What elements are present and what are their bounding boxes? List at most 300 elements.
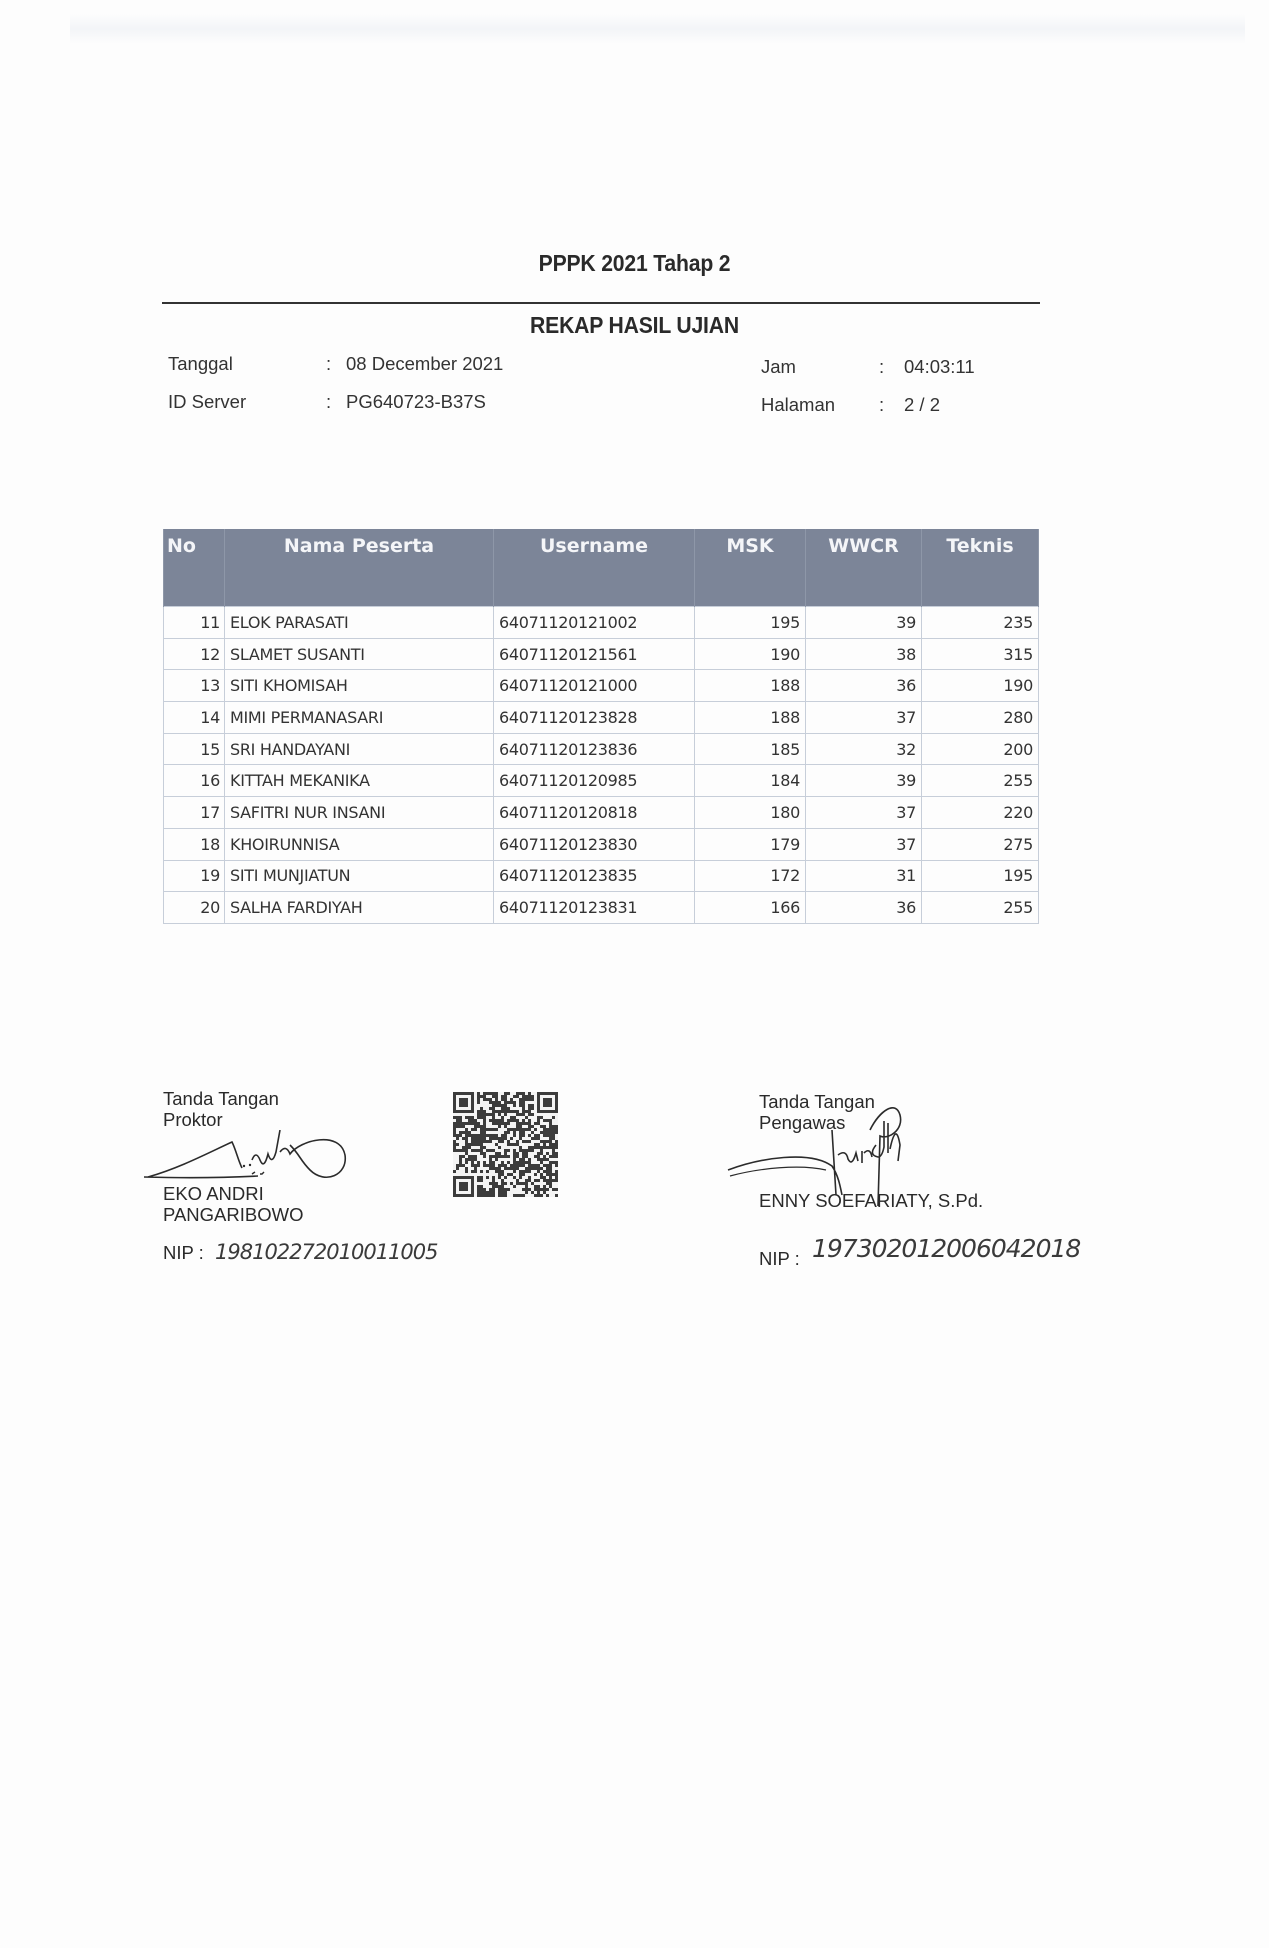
qr-module bbox=[495, 1119, 498, 1122]
qr-module bbox=[477, 1110, 480, 1113]
qr-module bbox=[525, 1155, 528, 1158]
qr-module bbox=[531, 1137, 534, 1140]
cell-username: 64071120123828 bbox=[494, 702, 695, 734]
pengawas-name: ENNY SOEFARIATY, S.Pd. bbox=[759, 1190, 984, 1211]
qr-module bbox=[528, 1128, 531, 1131]
qr-module bbox=[537, 1146, 540, 1149]
qr-module bbox=[492, 1155, 495, 1158]
cell-msk: 188 bbox=[695, 702, 806, 734]
qr-module bbox=[501, 1185, 504, 1188]
qr-module bbox=[483, 1128, 486, 1131]
qr-module bbox=[495, 1182, 498, 1185]
qr-module bbox=[510, 1101, 513, 1104]
qr-module bbox=[549, 1164, 552, 1167]
qr-module bbox=[519, 1182, 522, 1185]
qr-module bbox=[525, 1161, 528, 1164]
qr-module bbox=[522, 1095, 525, 1098]
cell-teknis: 315 bbox=[922, 638, 1039, 670]
qr-module bbox=[483, 1116, 486, 1119]
qr-module bbox=[531, 1107, 534, 1110]
cell-username: 64071120121561 bbox=[494, 638, 695, 670]
qr-module bbox=[480, 1113, 483, 1116]
qr-module bbox=[540, 1194, 543, 1197]
qr-module bbox=[501, 1110, 504, 1113]
qr-module bbox=[531, 1182, 534, 1185]
qr-module bbox=[537, 1134, 540, 1137]
qr-module bbox=[507, 1167, 510, 1170]
cell-msk: 185 bbox=[695, 733, 806, 765]
qr-module bbox=[549, 1176, 552, 1179]
qr-module bbox=[489, 1155, 492, 1158]
qr-module bbox=[453, 1140, 456, 1143]
cell-username: 64071120123831 bbox=[494, 892, 695, 924]
cell-username: 64071120123830 bbox=[494, 828, 695, 860]
qr-module bbox=[516, 1128, 519, 1131]
qr-module bbox=[543, 1140, 546, 1143]
qr-module bbox=[555, 1188, 558, 1191]
qr-module bbox=[507, 1161, 510, 1164]
qr-module bbox=[552, 1188, 555, 1191]
cell-teknis: 200 bbox=[922, 733, 1039, 765]
qr-module bbox=[522, 1131, 525, 1134]
halaman-label: Halaman bbox=[761, 394, 836, 415]
table-row bbox=[164, 765, 1039, 797]
qr-code bbox=[453, 1092, 558, 1197]
cell-username: 64071120123835 bbox=[494, 860, 695, 892]
qr-module bbox=[525, 1140, 528, 1143]
cell-wwcr: 32 bbox=[806, 733, 922, 765]
qr-module bbox=[546, 1146, 549, 1149]
qr-module bbox=[552, 1128, 555, 1131]
qr-module bbox=[522, 1170, 525, 1173]
qr-module bbox=[480, 1170, 483, 1173]
qr-module bbox=[465, 1134, 468, 1137]
qr-module bbox=[546, 1167, 549, 1170]
cell-nama: SITI MUNJIATUN bbox=[225, 860, 494, 892]
qr-module bbox=[459, 1116, 462, 1119]
qr-module bbox=[456, 1149, 459, 1152]
qr-module bbox=[537, 1170, 540, 1173]
halaman-value: 2 / 2 bbox=[904, 394, 940, 415]
qr-module bbox=[537, 1191, 540, 1194]
qr-module bbox=[453, 1125, 456, 1128]
qr-module bbox=[528, 1149, 531, 1152]
qr-module bbox=[549, 1182, 552, 1185]
qr-module bbox=[525, 1149, 528, 1152]
qr-module bbox=[477, 1113, 480, 1116]
qr-module bbox=[525, 1110, 528, 1113]
qr-module bbox=[522, 1122, 525, 1125]
qr-module bbox=[543, 1164, 546, 1167]
cell-no: 13 bbox=[164, 670, 225, 702]
qr-module bbox=[534, 1146, 537, 1149]
qr-module bbox=[486, 1176, 489, 1179]
qr-module bbox=[537, 1152, 540, 1155]
qr-module bbox=[492, 1122, 495, 1125]
qr-module bbox=[501, 1179, 504, 1182]
qr-module bbox=[552, 1143, 555, 1146]
qr-module bbox=[495, 1092, 498, 1095]
qr-module bbox=[501, 1137, 504, 1140]
qr-module bbox=[471, 1149, 474, 1152]
qr-module bbox=[495, 1143, 498, 1146]
qr-module bbox=[510, 1182, 513, 1185]
qr-module bbox=[519, 1137, 522, 1140]
qr-module bbox=[453, 1170, 456, 1173]
qr-module bbox=[465, 1140, 468, 1143]
qr-module bbox=[549, 1131, 552, 1134]
qr-module bbox=[486, 1149, 489, 1152]
qr-module bbox=[504, 1188, 507, 1191]
qr-module bbox=[555, 1173, 558, 1176]
column-header-no: No bbox=[164, 529, 225, 607]
qr-module bbox=[546, 1140, 549, 1143]
qr-module bbox=[498, 1185, 501, 1188]
qr-module bbox=[510, 1119, 513, 1122]
qr-module bbox=[483, 1110, 486, 1113]
column-header-msk: MSK bbox=[695, 529, 806, 607]
qr-module bbox=[489, 1161, 492, 1164]
qr-module bbox=[456, 1164, 459, 1167]
qr-module bbox=[507, 1122, 510, 1125]
qr-module bbox=[525, 1182, 528, 1185]
qr-module bbox=[489, 1149, 492, 1152]
qr-module bbox=[507, 1143, 510, 1146]
qr-module bbox=[492, 1116, 495, 1119]
qr-module bbox=[471, 1164, 474, 1167]
qr-module bbox=[513, 1131, 516, 1134]
qr-module bbox=[534, 1122, 537, 1125]
qr-module bbox=[471, 1143, 474, 1146]
qr-module bbox=[498, 1122, 501, 1125]
table-row bbox=[164, 828, 1039, 860]
qr-module bbox=[543, 1158, 546, 1161]
qr-module bbox=[507, 1173, 510, 1176]
qr-module bbox=[525, 1122, 528, 1125]
qr-module bbox=[534, 1188, 537, 1191]
title-divider bbox=[162, 302, 1040, 304]
qr-module bbox=[522, 1104, 525, 1107]
qr-module bbox=[468, 1131, 471, 1134]
qr-module bbox=[492, 1149, 495, 1152]
qr-module bbox=[549, 1170, 552, 1173]
qr-module bbox=[546, 1170, 549, 1173]
qr-module bbox=[552, 1173, 555, 1176]
qr-module bbox=[504, 1149, 507, 1152]
qr-module bbox=[495, 1104, 498, 1107]
qr-module bbox=[483, 1113, 486, 1116]
qr-module bbox=[546, 1158, 549, 1161]
qr-module bbox=[501, 1098, 504, 1101]
qr-module bbox=[510, 1098, 513, 1101]
qr-module bbox=[492, 1119, 495, 1122]
cell-no: 15 bbox=[164, 733, 225, 765]
qr-module bbox=[480, 1140, 483, 1143]
qr-module bbox=[513, 1194, 516, 1197]
qr-module bbox=[456, 1167, 459, 1170]
qr-module bbox=[495, 1095, 498, 1098]
qr-module bbox=[522, 1092, 525, 1095]
qr-module bbox=[480, 1188, 483, 1191]
qr-module bbox=[495, 1185, 498, 1188]
qr-module bbox=[531, 1131, 534, 1134]
jam-colon: : bbox=[879, 356, 885, 377]
qr-module bbox=[477, 1188, 480, 1191]
cell-username: 64071120121002 bbox=[494, 607, 695, 639]
qr-module bbox=[486, 1164, 489, 1167]
proktor-nip-handwritten: 198102272010011005 bbox=[215, 1240, 438, 1264]
cell-no: 16 bbox=[164, 765, 225, 797]
qr-module bbox=[555, 1152, 558, 1155]
qr-module bbox=[456, 1137, 459, 1140]
qr-module bbox=[540, 1167, 543, 1170]
qr-module bbox=[492, 1194, 495, 1197]
qr-module bbox=[546, 1182, 549, 1185]
qr-module bbox=[552, 1152, 555, 1155]
qr-module bbox=[480, 1149, 483, 1152]
table-row bbox=[164, 860, 1039, 892]
qr-module bbox=[492, 1161, 495, 1164]
qr-module bbox=[537, 1188, 540, 1191]
qr-module bbox=[480, 1137, 483, 1140]
qr-module bbox=[513, 1101, 516, 1104]
qr-module bbox=[480, 1152, 483, 1155]
qr-module bbox=[498, 1191, 501, 1194]
qr-module bbox=[489, 1098, 492, 1101]
qr-module bbox=[501, 1170, 504, 1173]
qr-module bbox=[489, 1128, 492, 1131]
cell-nama: SLAMET SUSANTI bbox=[225, 638, 494, 670]
qr-module bbox=[531, 1191, 534, 1194]
qr-module bbox=[459, 1134, 462, 1137]
qr-module bbox=[477, 1122, 480, 1125]
cell-no: 11 bbox=[164, 607, 225, 639]
qr-module bbox=[537, 1158, 540, 1161]
qr-module bbox=[486, 1128, 489, 1131]
qr-module bbox=[483, 1188, 486, 1191]
qr-module bbox=[531, 1164, 534, 1167]
qr-module bbox=[465, 1167, 468, 1170]
cell-wwcr: 31 bbox=[806, 860, 922, 892]
qr-module bbox=[522, 1107, 525, 1110]
qr-module bbox=[510, 1116, 513, 1119]
qr-module bbox=[543, 1146, 546, 1149]
qr-module bbox=[519, 1131, 522, 1134]
qr-module bbox=[549, 1143, 552, 1146]
qr-module bbox=[495, 1101, 498, 1104]
proktor-name-line2: PANGARIBOWO bbox=[163, 1204, 304, 1225]
jam-label: Jam bbox=[761, 356, 796, 377]
qr-module bbox=[528, 1092, 531, 1095]
qr-module bbox=[453, 1122, 456, 1125]
qr-module bbox=[498, 1125, 501, 1128]
qr-module bbox=[456, 1125, 459, 1128]
proktor-nip-label: NIP : bbox=[163, 1242, 204, 1263]
qr-module bbox=[459, 1158, 462, 1161]
qr-module bbox=[549, 1128, 552, 1131]
qr-module bbox=[510, 1164, 513, 1167]
qr-module bbox=[489, 1113, 492, 1116]
qr-module bbox=[477, 1179, 480, 1182]
qr-module bbox=[498, 1104, 501, 1107]
qr-module bbox=[522, 1113, 525, 1116]
qr-module bbox=[504, 1167, 507, 1170]
qr-module bbox=[522, 1152, 525, 1155]
qr-finder-pattern bbox=[459, 1098, 468, 1107]
qr-module bbox=[540, 1176, 543, 1179]
qr-module bbox=[540, 1146, 543, 1149]
qr-module bbox=[513, 1155, 516, 1158]
qr-module bbox=[513, 1176, 516, 1179]
qr-module bbox=[534, 1143, 537, 1146]
qr-module bbox=[513, 1134, 516, 1137]
qr-module bbox=[555, 1176, 558, 1179]
qr-module bbox=[471, 1137, 474, 1140]
qr-module bbox=[480, 1128, 483, 1131]
qr-module bbox=[465, 1122, 468, 1125]
qr-module bbox=[468, 1122, 471, 1125]
qr-module bbox=[489, 1167, 492, 1170]
qr-module bbox=[456, 1122, 459, 1125]
qr-finder-pattern bbox=[543, 1098, 552, 1107]
qr-module bbox=[516, 1125, 519, 1128]
qr-module bbox=[537, 1143, 540, 1146]
qr-module bbox=[543, 1119, 546, 1122]
proktor-label-line1: Tanda Tangan bbox=[163, 1088, 279, 1109]
cell-msk: 180 bbox=[695, 797, 806, 829]
qr-module bbox=[477, 1161, 480, 1164]
qr-module bbox=[492, 1095, 495, 1098]
qr-module bbox=[522, 1128, 525, 1131]
qr-module bbox=[474, 1149, 477, 1152]
qr-module bbox=[528, 1110, 531, 1113]
qr-module bbox=[510, 1128, 513, 1131]
qr-module bbox=[480, 1116, 483, 1119]
qr-module bbox=[519, 1092, 522, 1095]
qr-module bbox=[465, 1131, 468, 1134]
qr-module bbox=[492, 1176, 495, 1179]
qr-module bbox=[486, 1113, 489, 1116]
qr-module bbox=[519, 1176, 522, 1179]
qr-module bbox=[477, 1116, 480, 1119]
qr-module bbox=[477, 1185, 480, 1188]
qr-module bbox=[480, 1143, 483, 1146]
qr-module bbox=[528, 1125, 531, 1128]
qr-module bbox=[480, 1131, 483, 1134]
qr-module bbox=[540, 1152, 543, 1155]
qr-module bbox=[489, 1191, 492, 1194]
qr-module bbox=[519, 1158, 522, 1161]
qr-module bbox=[522, 1161, 525, 1164]
cell-teknis: 275 bbox=[922, 828, 1039, 860]
qr-module bbox=[474, 1125, 477, 1128]
qr-module bbox=[546, 1131, 549, 1134]
qr-module bbox=[540, 1149, 543, 1152]
qr-module bbox=[555, 1179, 558, 1182]
qr-module bbox=[531, 1146, 534, 1149]
qr-module bbox=[474, 1167, 477, 1170]
qr-module bbox=[492, 1128, 495, 1131]
qr-module bbox=[528, 1095, 531, 1098]
qr-module bbox=[519, 1134, 522, 1137]
qr-module bbox=[474, 1119, 477, 1122]
qr-module bbox=[549, 1122, 552, 1125]
qr-module bbox=[528, 1170, 531, 1173]
qr-module bbox=[522, 1119, 525, 1122]
qr-module bbox=[489, 1119, 492, 1122]
qr-module bbox=[525, 1179, 528, 1182]
qr-module bbox=[465, 1137, 468, 1140]
qr-module bbox=[516, 1119, 519, 1122]
cell-msk: 172 bbox=[695, 860, 806, 892]
column-header-nama: Nama Peserta bbox=[225, 529, 494, 607]
qr-module bbox=[504, 1101, 507, 1104]
qr-module bbox=[546, 1134, 549, 1137]
qr-module bbox=[474, 1122, 477, 1125]
qr-module bbox=[516, 1110, 519, 1113]
qr-module bbox=[543, 1125, 546, 1128]
qr-module bbox=[483, 1152, 486, 1155]
qr-module bbox=[504, 1113, 507, 1116]
qr-module bbox=[543, 1179, 546, 1182]
qr-module bbox=[525, 1152, 528, 1155]
tanggal-label: Tanggal bbox=[168, 353, 233, 374]
qr-module bbox=[471, 1122, 474, 1125]
qr-module bbox=[534, 1185, 537, 1188]
qr-module bbox=[555, 1146, 558, 1149]
qr-module bbox=[504, 1095, 507, 1098]
table-row bbox=[164, 638, 1039, 670]
cell-no: 18 bbox=[164, 828, 225, 860]
cell-msk: 184 bbox=[695, 765, 806, 797]
qr-module bbox=[507, 1188, 510, 1191]
qr-module bbox=[525, 1170, 528, 1173]
qr-module bbox=[498, 1137, 501, 1140]
server-value: PG640723-B37S bbox=[346, 391, 486, 412]
qr-module bbox=[519, 1128, 522, 1131]
qr-module bbox=[465, 1128, 468, 1131]
qr-module bbox=[468, 1146, 471, 1149]
qr-module bbox=[480, 1176, 483, 1179]
qr-module bbox=[489, 1140, 492, 1143]
document-title: PPPK 2021 Tahap 2 bbox=[538, 250, 731, 276]
cell-nama: SRI HANDAYANI bbox=[225, 733, 494, 765]
qr-module bbox=[525, 1095, 528, 1098]
qr-module bbox=[555, 1164, 558, 1167]
qr-module bbox=[477, 1149, 480, 1152]
qr-module bbox=[492, 1164, 495, 1167]
qr-module bbox=[513, 1110, 516, 1113]
cell-wwcr: 36 bbox=[806, 892, 922, 924]
qr-module bbox=[489, 1188, 492, 1191]
qr-module bbox=[516, 1194, 519, 1197]
qr-module bbox=[495, 1158, 498, 1161]
table-row bbox=[164, 670, 1039, 702]
qr-module bbox=[555, 1125, 558, 1128]
table-row bbox=[164, 702, 1039, 734]
qr-module bbox=[498, 1101, 501, 1104]
halaman-colon: : bbox=[879, 394, 885, 415]
cell-msk: 195 bbox=[695, 607, 806, 639]
cell-username: 64071120121000 bbox=[494, 670, 695, 702]
qr-module bbox=[552, 1116, 555, 1119]
proktor-label-line2: Proktor bbox=[163, 1109, 223, 1130]
qr-module bbox=[492, 1113, 495, 1116]
qr-module bbox=[525, 1191, 528, 1194]
qr-module bbox=[486, 1191, 489, 1194]
qr-module bbox=[516, 1182, 519, 1185]
qr-module bbox=[474, 1137, 477, 1140]
